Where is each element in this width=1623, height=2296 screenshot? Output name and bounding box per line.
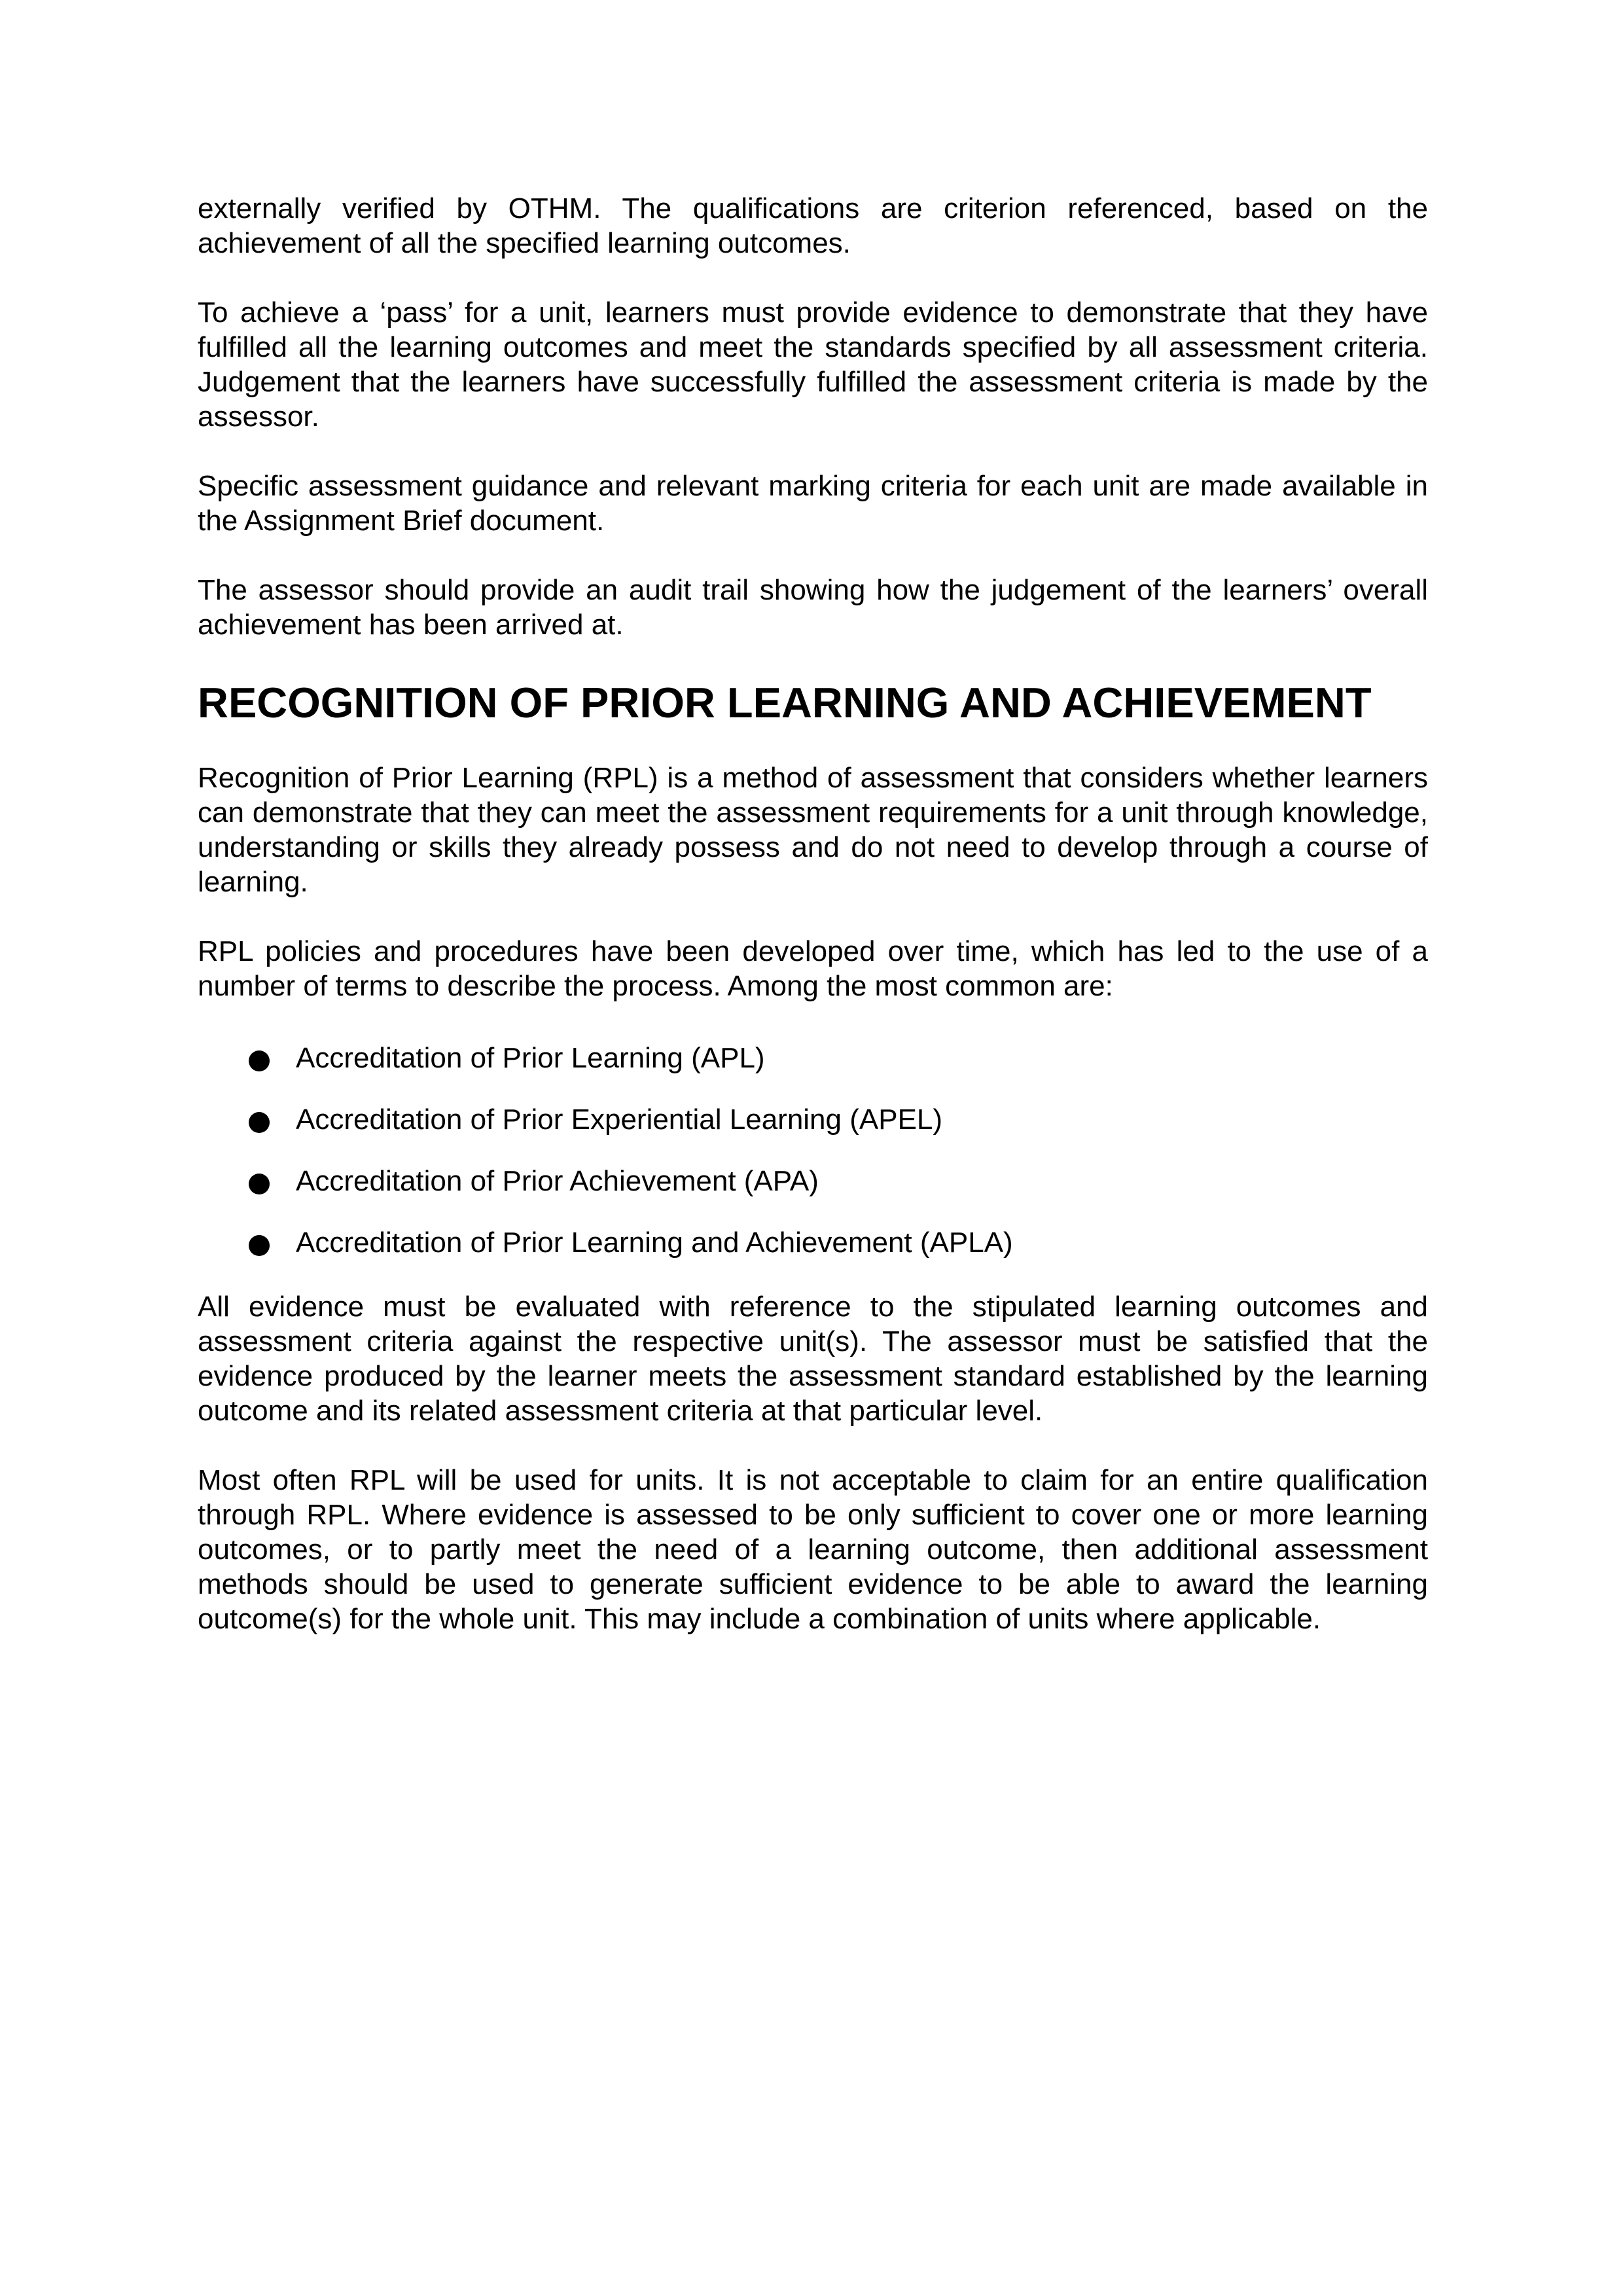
list-item-label: Accreditation of Prior Experiential Learning (APEL) [296,1103,943,1136]
list-item-label: Accreditation of Prior Achievement (APA) [296,1165,819,1197]
bullet-icon [249,1235,270,1256]
list-item [198,1041,1428,1075]
bullet-icon [249,1050,270,1071]
section-heading: RECOGNITION OF PRIOR LEARNING AND ACHIEVEMENT [198,679,1372,726]
list-item-label: Accreditation of Prior Learning and Achievement (APLA) [296,1227,1013,1259]
list-item [198,1164,1428,1198]
paragraph-rpl-definition: Recognition of Prior Learning (RPL) is a method of assessment that considers whether learners can demonstrate that they can meet the assessment requirements for a unit through knowledge, understanding or skills they already possess and do not need to develop through a course of learning. [198,762,1428,898]
list-item [198,1225,1428,1260]
document-page [198,191,1428,1671]
list-item-label: Accreditation of Prior Learning (APL) [296,1042,765,1074]
paragraph-evidence-evaluation: All evidence must be evaluated with reference to the stipulated learning outcomes and assessment criteria against the respective unit(s). The assessor must be satisfied that the evidence produced by the learner meets the assessment standard established by the learning outcome and its related assessment criteria at that particular level. [198,1291,1428,1427]
paragraph-pass-criteria: To achieve a ‘pass’ for a unit, learners must provide evidence to demonstrate that they have fulfilled all the learning outcomes and meet the standards specified by all assessment criteria. Judgement that the learners have successfully fulfilled the assessment criteria is made by the assessor. [198,296,1428,433]
paragraph-audit-trail: The assessor should provide an audit trail showing how the judgement of the learners’ overall achievement has been arrived at. [198,574,1428,641]
paragraph-assessment-guidance: Specific assessment guidance and relevant marking criteria for each unit are made available in the Assignment Brief document. [198,470,1428,537]
rpl-terms-list [198,1041,1428,1260]
bullet-icon [249,1112,270,1133]
list-item [198,1102,1428,1137]
paragraph-rpl-usage: Most often RPL will be used for units. It is not acceptable to claim for an entire qualification through RPL. Where evidence is assessed to be only sufficient to cover one or more learning outcomes, or to partly meet the need of a learning outcome, then additional assessment methods should be used to generate sufficient evidence to be able to award the learning outcome(s) for the whole unit. This may include a combination of units where applicable. [198,1464,1428,1635]
bullet-icon [249,1174,270,1194]
paragraph-verification: externally verified by OTHM. The qualifications are criterion referenced, based on the achievement of all the specified learning outcomes. [198,192,1428,259]
paragraph-rpl-terms: RPL policies and procedures have been developed over time, which has led to the use of a number of terms to describe the process. Among the most common are: [198,935,1428,1002]
